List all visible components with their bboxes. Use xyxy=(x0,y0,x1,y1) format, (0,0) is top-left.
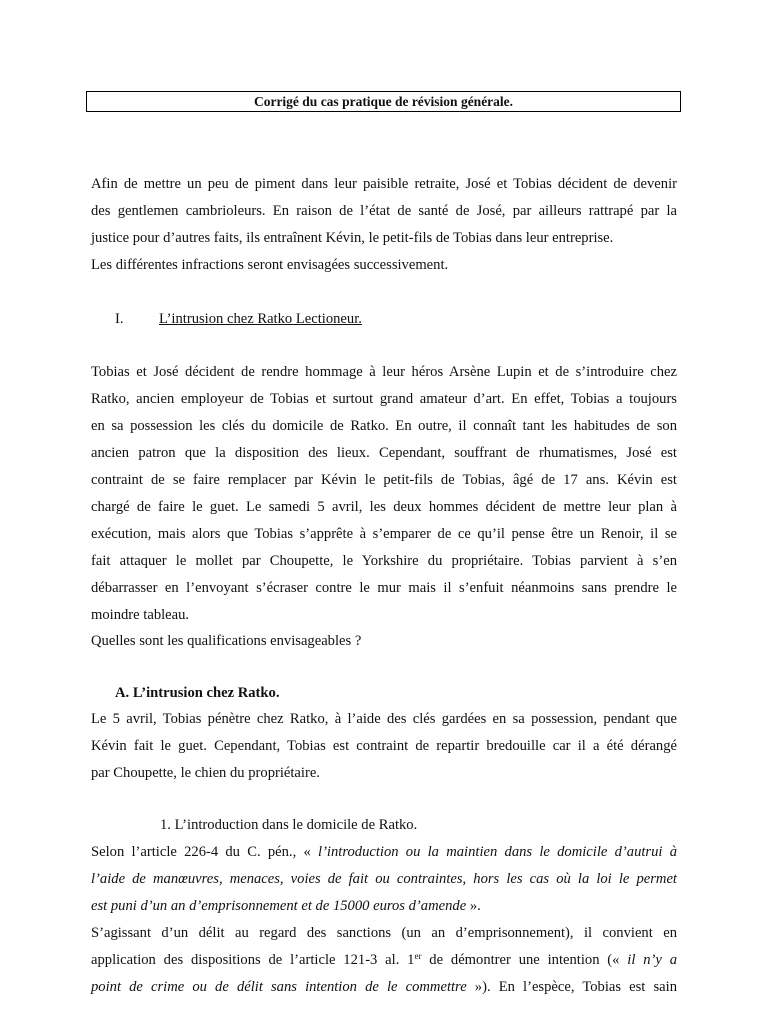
paragraph-line: fait attaquer le mollet par Choupette, le Yorkshire du propriétaire. Tobias parvient à s’en xyxy=(91,553,677,569)
quote-run: l’aide de manœuvres, menaces, voies de fait ou contraintes, hors les cas où la loi le permet xyxy=(91,871,677,887)
paragraph-line: chargé de faire le guet. Le samedi 5 avril, les deux hommes décident de mettre leur plan à xyxy=(91,499,677,515)
section-heading: L’intrusion chez Ratko Lectioneur. xyxy=(159,311,362,327)
quote-run: est puni d’un an d’emprisonnement et de 15000 euros d’amende xyxy=(91,898,467,914)
intro-line: Les différentes infractions seront envisagées successivement. xyxy=(91,257,449,273)
paragraph-line: S’agissant d’un délit au regard des sanctions (un an d’emprisonnement), il convient en xyxy=(91,925,677,941)
paragraph-line: Kévin fait le guet. Cependant, Tobias est contraint de repartir bredouille car il a été dérangé xyxy=(91,738,677,754)
subsection-heading-1: 1. L’introduction dans le domicile de Ratko. xyxy=(160,817,418,833)
text-run: »). En l’espèce, Tobias est sain xyxy=(466,979,677,995)
quote-run: il n’y a xyxy=(627,952,677,968)
quote-run: l’introduction ou la maintien dans le domicile d’autrui à xyxy=(318,844,677,860)
section-number: I. xyxy=(115,311,124,327)
document-title: Corrigé du cas pratique de révision générale. xyxy=(86,91,681,112)
paragraph-line xyxy=(91,869,677,889)
text-run: de démontrer une intention (« xyxy=(421,952,628,968)
paragraph-line xyxy=(91,950,677,970)
text-run: application des dispositions de l’article 121-3 al. 1 xyxy=(91,952,415,968)
paragraph-line: contraint de se faire remplacer par Kévin le petit-fils de Tobias, âgé de 17 ans. Kévin est xyxy=(91,472,677,488)
text-run: ». xyxy=(466,898,481,914)
intro-line: justice pour d’autres faits, ils entraînent Kévin, le petit-fils de Tobias dans leur entreprise. xyxy=(91,230,614,246)
paragraph-line: Le 5 avril, Tobias pénètre chez Ratko, à l’aide des clés gardées en sa possession, pendant que xyxy=(91,711,677,727)
superscript: er xyxy=(414,951,422,961)
paragraph-line: exécution, mais alors que Tobias s’apprête à s’emparer de ce qu’il pense être un Renoir, il se xyxy=(91,526,677,542)
paragraph-line xyxy=(91,896,677,916)
paragraph-line: Ratko, ancien employeur de Tobias et surtout grand amateur d’art. En effet, Tobias a toujours xyxy=(91,391,677,407)
intro-line: Afin de mettre un peu de piment dans leur paisible retraite, José et Tobias décident de devenir xyxy=(91,176,677,192)
question-line: Quelles sont les qualifications envisageables ? xyxy=(91,633,362,649)
quote-run: point de crime ou de délit sans intention de le commettre xyxy=(91,979,467,995)
paragraph-line: en sa possession les clés du domicile de Ratko. En outre, il connaît tant les habitudes de son xyxy=(91,418,677,434)
text-run: Selon l’article 226-4 du C. pén., « xyxy=(91,844,319,860)
paragraph-line xyxy=(91,842,677,862)
paragraph-line: ancien patron que la disposition des lieux. Cependant, souffrant de rhumatismes, José est xyxy=(91,445,677,461)
paragraph-line: moindre tableau. xyxy=(91,607,190,623)
subsection-heading-a: A. L’intrusion chez Ratko. xyxy=(115,685,280,701)
paragraph-line xyxy=(91,977,677,997)
paragraph-line: Tobias et José décident de rendre hommage à leur héros Arsène Lupin et de s’introduire chez xyxy=(91,364,677,380)
paragraph-line: par Choupette, le chien du propriétaire. xyxy=(91,765,320,781)
intro-line: des gentlemen cambrioleurs. En raison de l’état de santé de José, par ailleurs rattrapé par la xyxy=(91,203,677,219)
paragraph-line: débarrasser en l’envoyant s’écraser contre le mur mais il s’enfuit néanmoins sans prendre le xyxy=(91,580,677,596)
